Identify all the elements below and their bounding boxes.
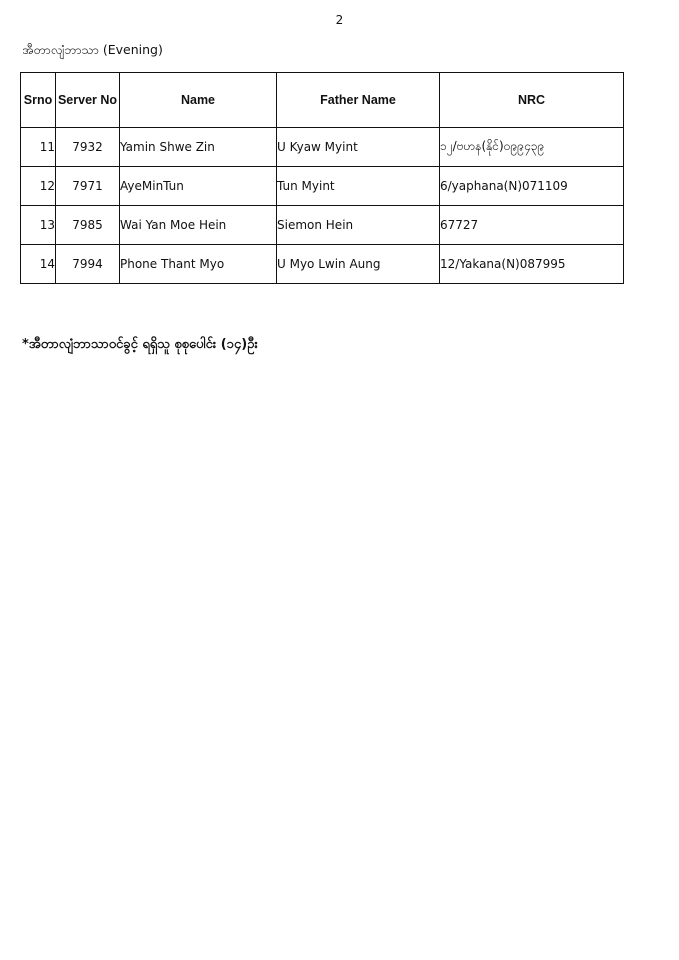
cell-name: AyeMinTun — [120, 167, 277, 206]
cell-srno: 11 — [21, 128, 56, 167]
table-header-row — [21, 73, 624, 128]
cell-server-no: 7994 — [56, 245, 120, 284]
cell-name: Wai Yan Moe Hein — [120, 206, 277, 245]
header-nrc: NRC — [440, 73, 624, 128]
header-father-name: Father Name — [277, 73, 440, 128]
cell-nrc: ၁၂/ဗဟန(နိုင်)၀၉၉၄၃၉ — [440, 128, 624, 167]
cell-srno: 14 — [21, 245, 56, 284]
roster-table — [20, 72, 624, 284]
cell-srno: 13 — [21, 206, 56, 245]
page-number: 2 — [335, 13, 344, 27]
cell-father-name: U Myo Lwin Aung — [277, 245, 440, 284]
cell-nrc: 67727 — [440, 206, 624, 245]
cell-nrc: 6/yaphana(N)071109 — [440, 167, 624, 206]
cell-father-name: Siemon Hein — [277, 206, 440, 245]
table-row — [21, 245, 624, 284]
cell-server-no: 7971 — [56, 167, 120, 206]
cell-father-name: Tun Myint — [277, 167, 440, 206]
cell-name: Phone Thant Myo — [120, 245, 277, 284]
section-heading: အီတာလျံဘာသာ (Evening) — [22, 42, 163, 57]
cell-server-no: 7932 — [56, 128, 120, 167]
cell-father-name: U Kyaw Myint — [277, 128, 440, 167]
header-server-no: Server No — [56, 73, 120, 128]
table-row — [21, 206, 624, 245]
table-row — [21, 167, 624, 206]
cell-srno: 12 — [21, 167, 56, 206]
table-row — [21, 128, 624, 167]
cell-nrc: 12/Yakana(N)087995 — [440, 245, 624, 284]
header-srno: Srno — [21, 73, 56, 128]
cell-server-no: 7985 — [56, 206, 120, 245]
footer-total-note: *အီတာလျံဘာသာဝင်ခွင့် ရရှိသူ စုစုပေါင်း (၁၄)ဦး — [22, 337, 258, 352]
header-name: Name — [120, 73, 277, 128]
cell-name: Yamin Shwe Zin — [120, 128, 277, 167]
